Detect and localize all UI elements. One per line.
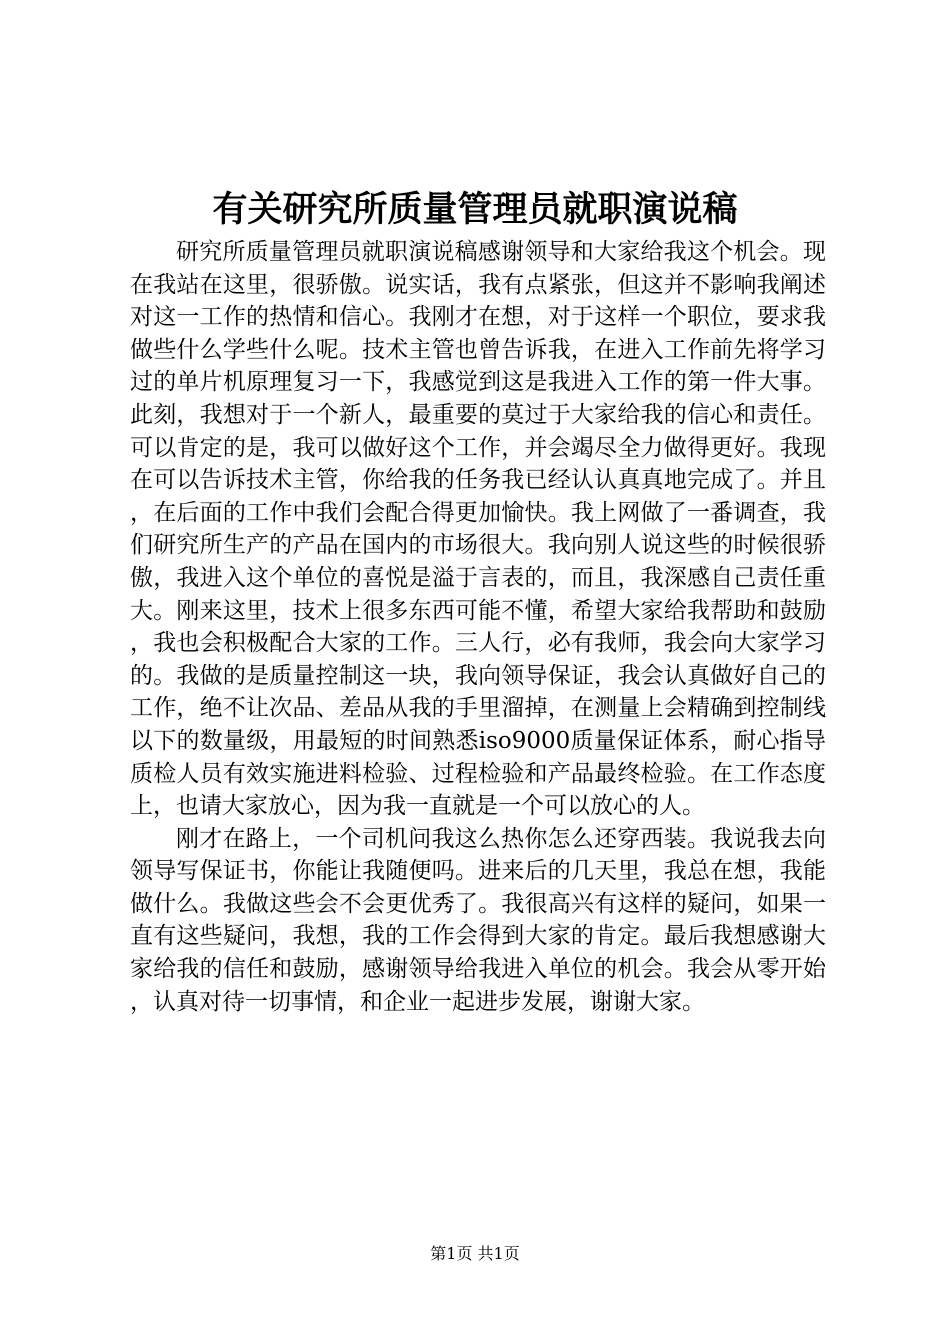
document-title: 有关研究所质量管理员就职演说稿 xyxy=(212,189,738,230)
page-footer: 第1页 共1页 xyxy=(430,1244,520,1263)
paragraph-2: 刚才在路上，一个司机问我这么热你怎么还穿西装。我说我去向领导写保证书，你能让我随便吗。进来后的几天里，我总在想，我能做什么。我做这些会不会更优秀了。我很高兴有这样的疑问，如果一直有这些疑问，我想，我的工作会得到大家的肯定。最后我想感谢大家给我的信任和鼓励，感谢领导给我进入单位的机会。我会从零开始，认真对待一切事情，和企业一起进步发展，谢谢大家。 xyxy=(130,825,826,1015)
paragraph-1: 研究所质量管理员就职演说稿感谢领导和大家给我这个机会。现在我站在这里，很骄傲。说实话，我有点紧张，但这并不影响我阐述对这一工作的热情和信心。我刚才在想，对于这样一个职位，要求我做些什么学些什么呢。技术主管也曾告诉我，在进入工作前先将学习过的单片机原理复习一下，我感觉到这是我进入工作的第一件大事。此刻，我想对于一个新人，最重要的莫过于大家给我的信心和责任。可以肯定的是，我可以做好这个工作，并会竭尽全力做得更好。我现在可以告诉技术主管，你给我的任务我已经认认真真地完成了。并且，在后面的工作中我们会配合得更加愉快。我上网做了一番调查，我们研究所生产的产品在国内的市场很大。我向别人说这些的时候很骄傲，我进入这个单位的喜悦是溢于言表的，而且，我深感自己责任重大。刚来这里，技术上很多东西可能不懂，希望大家给我帮助和鼓励，我也会积极配合大家的工作。三人行，必有我师，我会向大家学习的。我做的是质量控制这一块，我向领导保证，我会认真做好自己的工作，绝不让次品、差品从我的手里溜掉，在测量上会精确到控制线以下的数量级，用最短的时间熟悉iso9000质量保证体系，耐心指导质检人员有效实施进料检验、过程检验和产品最终检验。在工作态度上，也请大家放心，因为我一直就是一个可以放心的人。 xyxy=(130,239,826,820)
document-body xyxy=(130,236,826,1018)
